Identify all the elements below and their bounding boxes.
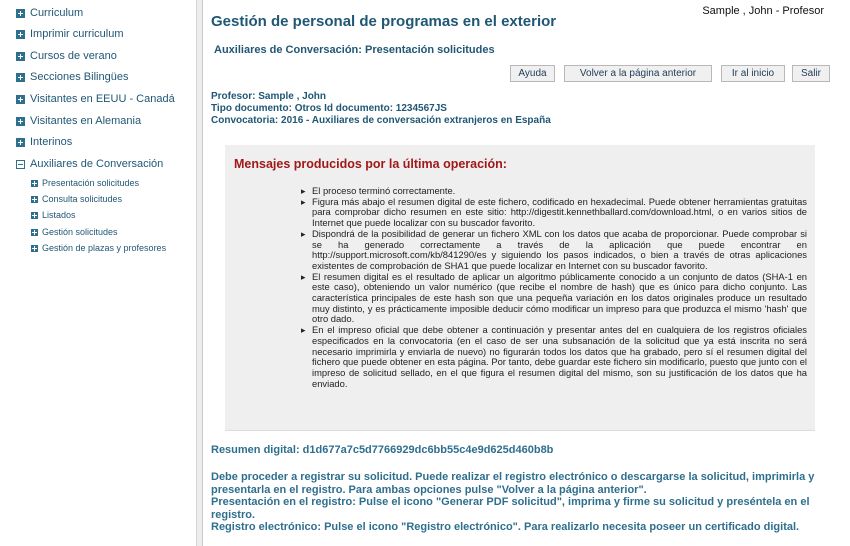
expand-icon [16,73,25,82]
expand-icon [16,138,25,147]
sidebar-item-curriculum[interactable] [16,3,83,23]
sidebar-item-visitantes-eeuu[interactable] [16,89,175,109]
expand-icon [16,117,25,126]
sidebar-subitem-label: Gestión solicitudes [42,227,118,237]
expand-icon [16,52,25,61]
messages-panel [225,145,815,431]
expand-icon [16,9,25,18]
page-subtitle: Auxiliares de Conversación: Presentación solicitudes [214,44,495,56]
sidebar-item-label: Cursos de verano [30,50,117,62]
document-info: Tipo documento: Otros Id documento: 1234567JS [211,103,447,114]
help-button[interactable]: Ayuda [510,65,555,82]
back-button[interactable]: Volver a la página anterior [564,65,712,82]
sidebar [0,0,197,546]
sidebar-subitem-gestion[interactable] [31,225,118,239]
convocatoria-info: Convocatoria: 2016 - Auxiliares de conversación extranjeros en España [211,115,551,126]
home-button[interactable]: Ir al inicio [721,65,785,82]
expand-icon [16,30,25,39]
sidebar-item-label: Secciones Bilingües [30,71,129,83]
sidebar-item-imprimir-curriculum[interactable] [16,24,124,44]
digital-summary: Resumen digital: d1d677a7c5d7766929dc6bb55c4e9d625d460b8b [211,444,554,456]
sidebar-subitem-label: Listados [42,210,76,220]
messages-title: Mensajes producidos por la última operación: [234,157,507,171]
sidebar-item-cursos-verano[interactable] [16,46,117,66]
sidebar-subitem-label: Presentación solicitudes [42,178,140,188]
sidebar-subitem-plazas[interactable] [31,241,166,255]
sidebar-subitem-listados[interactable] [31,208,76,222]
bullet-icon [31,212,38,219]
profesor-info: Profesor: Sample , John [211,91,327,102]
page-title: Gestión de personal de programas en el exterior [211,13,557,30]
sidebar-item-label: Visitantes en Alemania [30,115,142,127]
sidebar-subitem-label: Gestión de plazas y profesores [42,243,167,253]
sidebar-subitem-label: Consulta solicitudes [42,194,123,204]
sidebar-divider [197,0,203,546]
exit-button[interactable]: Salir [792,65,830,82]
bullet-icon [31,196,38,203]
sidebar-item-label: Curriculum [30,7,84,19]
main-content [204,0,850,546]
collapse-icon [16,160,25,169]
message-item: ▸ En el impreso oficial que debe obtener a continuación y presentar antes del en cualquiera de los registros oficiales especificados en la convocatoria (en el caso de ser una subsanación de la solicitud que ya está inscrita no será necesario imprimirla y enviarla de nuevo) no figurarán todos los datos que ha grabado, pero sí el resumen digital del fichero que puede obtener en esta página. Por tanto, debe guardar este fichero sin modificarlo, puesto que junto con el impreso de solicitud sellado, en el que figura el resumen digital del mismo, son su justificación de los datos que ha enviado. [301,325,807,389]
sidebar-item-auxiliares[interactable] [16,154,163,174]
message-item: ▸ El resumen digital es el resultado de aplicar un algoritmo públicamente conocido a un conjunto de datos (SHA-1 en este caso), obteniendo un valor numérico (que recibe el nombre de hash) que es único para dicho conjunto. Las característica principales de este hash son que una pequeña variación en los datos originales produce un resultado muy distinto, y es prácticamente imposible deducir cómo modificar un impreso para que produzca el mismo 'hash' que otro dado. [301,272,807,326]
expand-icon [16,95,25,104]
sidebar-item-label: Visitantes en EEUU - Canadá [30,93,175,105]
user-info: Sample , John - Profesor [702,5,824,17]
sidebar-item-visitantes-alemania[interactable] [16,111,141,131]
sidebar-item-label: Auxiliares de Conversación [30,158,164,170]
bullet-icon [31,245,38,252]
message-item: ▸ El proceso terminó correctamente. [301,186,807,197]
sidebar-subitem-consulta[interactable] [31,192,122,206]
message-item: ▸ Dispondrá de la posibilidad de generar un fichero XML con los datos que acaba de proporcionar. Puede comprobar si se ha generado correctamente a través de la aplicación que puede encontrar en http://support.microsoft.com/kb/841290/es y siguiendo los pasos indicados, o bien a través de otras aplicaciones existentes de comprobación de SHA1 que puede localizar en Internet con su buscador favorito. [301,229,807,272]
instruction-presentacion: Presentación en el registro: Pulse el icono "Generar PDF solicitud", imprima y firme su solicitud y preséntela en el registro. [211,496,810,521]
instruction-register: Debe proceder a registrar su solicitud. Puede realizar el registro electrónico o descargarse la solicitud, imprimirla y presentarla en el registro. Para ambas opciones pulse "Volver a la página anterior". [211,471,815,496]
sidebar-item-label: Interinos [30,136,73,148]
sidebar-subitem-presentacion[interactable] [31,176,139,190]
instruction-electronico: Registro electrónico: Pulse el icono "Registro electrónico". Para realizarlo necesita poseer un certificado digital. [211,521,800,533]
messages-list [301,186,807,389]
bullet-icon [31,229,38,236]
bullet-icon [31,180,38,187]
sidebar-item-interinos[interactable] [16,132,72,152]
message-item: ▸ Figura más abajo el resumen digital de este fichero, codificado en hexadecimal. Puede obtener herramientas gratuitas para comprobar dicho resumen en este sitio: http://digestit.kennethballard.com/download.html, o en varios sitios de Internet que puede localizar con su buscador favorito. [301,197,807,229]
sidebar-item-secciones-bilingues[interactable] [16,67,128,87]
sidebar-item-label: Imprimir curriculum [30,28,124,40]
